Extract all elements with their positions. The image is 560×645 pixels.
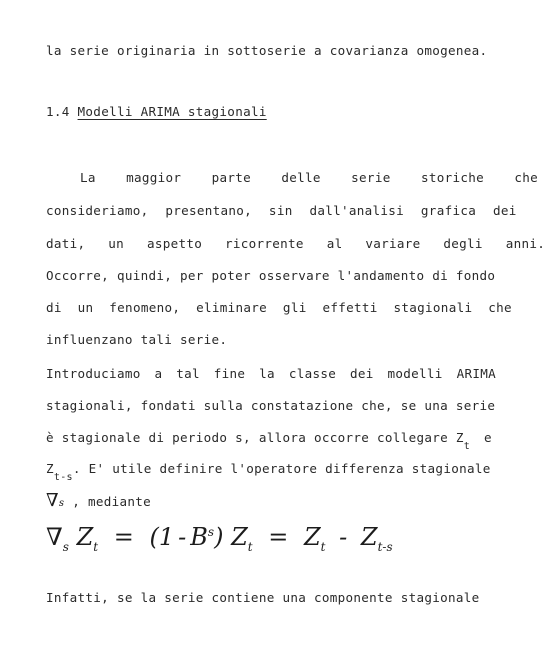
minus-sign: - (339, 523, 348, 551)
minus-sign: - (178, 523, 187, 551)
section-heading (46, 104, 267, 119)
section-title: Modelli ARIMA stagionali (77, 104, 267, 119)
subscript: s (58, 498, 65, 509)
equals-sign: = (268, 523, 289, 551)
subscript: t (320, 539, 326, 554)
subscript: t-s (53, 472, 73, 483)
paren-open: ( (149, 523, 159, 551)
paren-close: ) (214, 523, 224, 551)
variable-z: Z (303, 523, 321, 551)
text-line (46, 461, 538, 483)
variable-z: Z (360, 523, 378, 551)
text-line: Occorre, quindi, per poter osservare l'andamento di fondo (46, 268, 496, 283)
text-line: Introduciamo a tal fine la classe dei modelli ARIMA (46, 366, 496, 381)
subscript: t-s (377, 539, 393, 554)
text-line: la serie originaria in sottoserie a covarianza omogenea. (46, 43, 488, 58)
subscript: t (247, 539, 253, 554)
nabla-symbol: ∇ (46, 523, 63, 551)
number-one: 1 (158, 523, 175, 551)
word: La (80, 170, 96, 185)
subscript: t (463, 441, 471, 452)
word: delle (281, 170, 321, 185)
equals-sign: = (113, 523, 134, 551)
text-line (46, 430, 538, 452)
text-line-justified (46, 170, 538, 185)
variable-z: Z (76, 523, 94, 551)
word: maggior (126, 170, 182, 185)
text-line: stagionali, fondati sulla constatazione che, se una serie (46, 398, 496, 413)
word: serie (351, 170, 391, 185)
word: parte (211, 170, 252, 185)
text-segment: . E' utile definire l'operatore differenza stagionale (72, 461, 491, 476)
text-line (46, 490, 538, 511)
text-line: di un fenomeno, eliminare gli effetti stagionali che (46, 300, 512, 315)
superscript: s (207, 525, 215, 539)
text-segment: e (483, 430, 492, 445)
text-line: influenzano tali serie. (46, 332, 228, 347)
word: che (514, 170, 538, 185)
text-line: Infatti, se la serie contiene una componente stagionale (46, 590, 480, 605)
subscript: t (93, 539, 99, 554)
handwritten-formula (46, 523, 393, 554)
variable-b: B (190, 523, 208, 551)
subscript: s (62, 539, 69, 554)
variable-z: Z (46, 461, 54, 476)
text-segment: è stagionale di periodo s, allora occorre collegare Z (46, 430, 464, 445)
variable-z: Z (231, 523, 248, 551)
word: storiche (420, 170, 484, 185)
text-line: dati, un aspetto ricorrente al variare degli anni. (46, 236, 546, 251)
nabla-symbol: ∇ (46, 490, 59, 511)
text-line: consideriamo, presentano, sin dall'analisi grafica dei (46, 203, 517, 218)
section-number: 1.4 (46, 104, 70, 119)
text-segment: , mediante (72, 494, 152, 509)
